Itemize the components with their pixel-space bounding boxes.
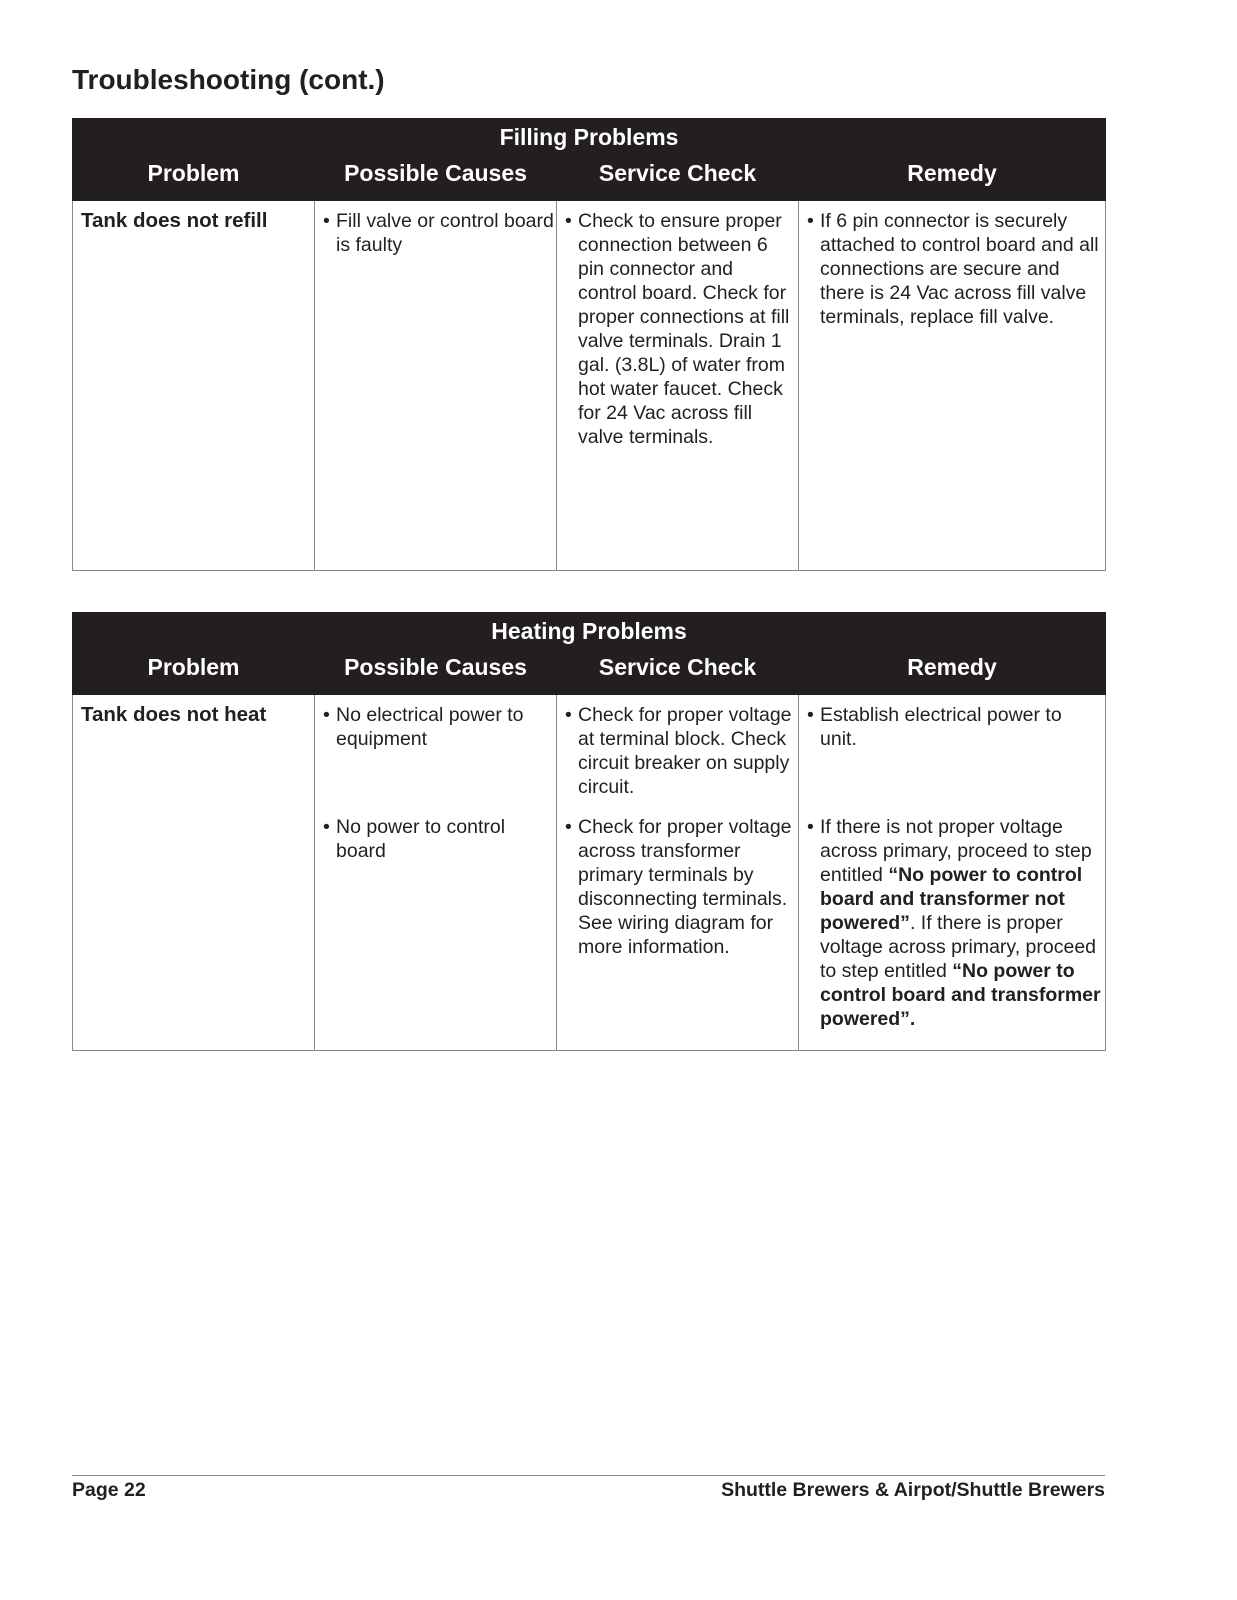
possible-cause-text: • No power to control board <box>323 815 554 863</box>
service-check-text: • Check for proper voltage at terminal block. Check circuit breaker on supply circuit. <box>565 703 796 799</box>
page-title: Troubleshooting (cont.) <box>72 64 385 95</box>
product-name: Shuttle Brewers & Airpot/Shuttle Brewers <box>721 1479 1105 1501</box>
page-number: Page 22 <box>72 1479 146 1501</box>
filling-problems-table <box>72 118 1106 571</box>
problem-cell: Tank does not heat <box>73 695 315 1051</box>
column-header-possible-causes: Possible Causes <box>315 156 557 201</box>
heating-problems-title: Heating Problems <box>73 613 1106 650</box>
remedy-text-part: . If there is proper voltage across primary, proceed to step entitled <box>820 912 1097 982</box>
table-row <box>73 695 1106 1051</box>
service-check-text: • Check to ensure proper connection between 6 pin connector and control board. Check for proper connections at fill valve terminals. Drain 1 gal. (3.8L) of water from hot water faucet. Check for 24 Vac across fill valve terminals. <box>565 209 796 449</box>
column-header-problem: Problem <box>73 650 315 695</box>
remedy-text <box>807 815 1103 1031</box>
column-header-service-check: Service Check <box>557 650 799 695</box>
service-check-text: • Check for proper voltage across transformer primary terminals by disconnecting terminals. See wiring diagram for more information. <box>565 815 796 959</box>
problem-cell: Tank does not refill <box>73 201 315 571</box>
remedy-text-part: If there is not proper voltage across primary, proceed to step entitled <box>820 816 1092 886</box>
remedy-text: • If 6 pin connector is securely attached to control board and all connections are secure and there is 24 Vac across fill valve terminals, replace fill valve. <box>807 209 1103 329</box>
column-header-service-check: Service Check <box>557 156 799 201</box>
step-reference-no-power-transformer-powered: “No power to control board and transformer powered”. <box>820 960 1101 1030</box>
possible-cause-text: • No electrical power to equipment <box>323 703 554 751</box>
filling-problems-title: Filling Problems <box>73 119 1106 156</box>
possible-cause-cell <box>315 695 557 1051</box>
possible-cause-text: • Fill valve or control board is faulty <box>323 209 554 257</box>
heating-problems-table <box>72 612 1106 1051</box>
column-header-remedy: Remedy <box>799 650 1106 695</box>
step-reference-no-power-transformer-not-powered: “No power to control board and transformer not powered” <box>820 864 1083 934</box>
column-header-remedy: Remedy <box>799 156 1106 201</box>
footer-divider <box>72 1475 1105 1476</box>
service-check-cell <box>557 201 799 571</box>
remedy-cell <box>799 695 1106 1051</box>
remedy-cell <box>799 201 1106 571</box>
remedy-text: • Establish electrical power to unit. <box>807 703 1103 751</box>
possible-cause-cell <box>315 201 557 571</box>
service-check-cell <box>557 695 799 1051</box>
column-header-problem: Problem <box>73 156 315 201</box>
table-row <box>73 201 1106 571</box>
column-header-possible-causes: Possible Causes <box>315 650 557 695</box>
